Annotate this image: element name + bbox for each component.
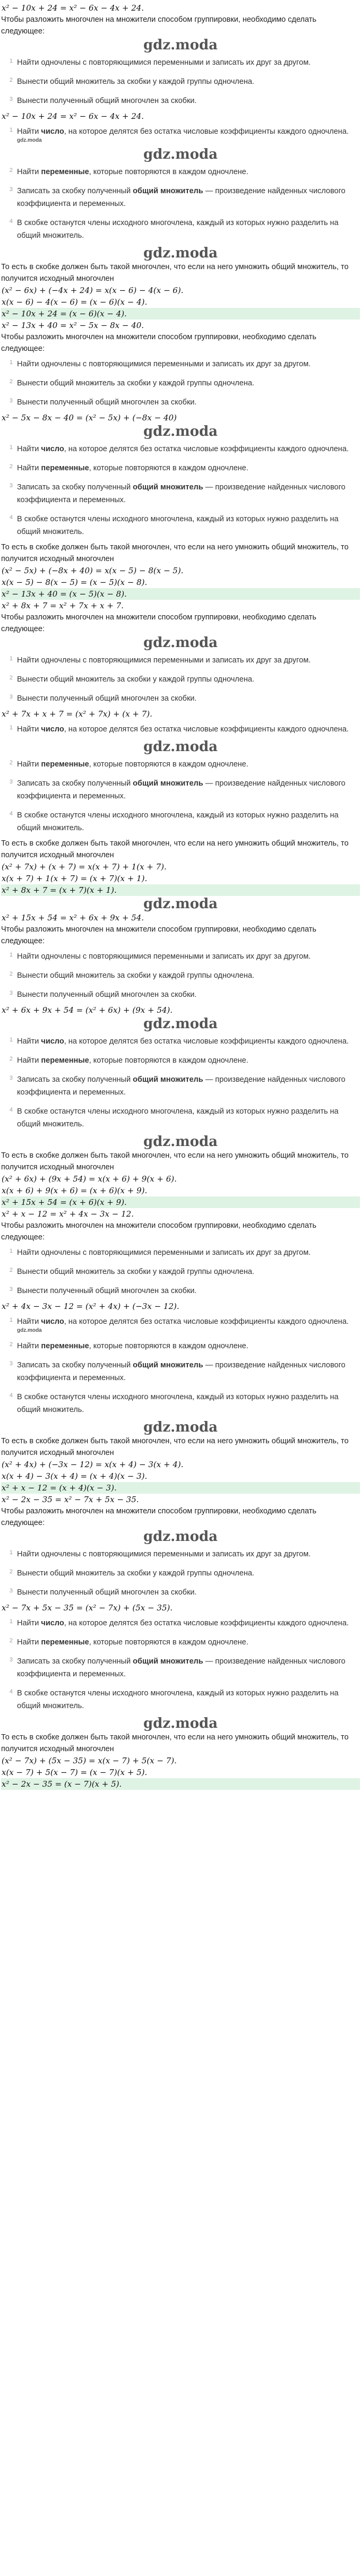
step-item: 1 Найти число, на которое делятся без остатка числовые коэффициенты каждого одночлена. — [9, 1037, 349, 1046]
final-answer: x² + x − 12 = (x + 4)(x − 3). — [1, 1482, 360, 1494]
step-item: 3 Записать за скобку полученный общий множитель — произведение найденных числового коэффициента и переменных. — [9, 483, 346, 504]
equation: (x² − 5x) + (−8x + 40) = x(x − 5) − 8(x − 5). — [2, 566, 184, 575]
step-item: 2 Вынести общий множитель за скобки у каждой группы одночлена. — [9, 378, 254, 387]
step-item: 2 Найти переменные, которые повторяются в каждом одночлене. — [9, 1638, 248, 1647]
step-item: 3 Записать за скобку полученный общий множитель — произведение найденных числового коэффициента и переменных. — [9, 1657, 346, 1678]
equation: x(x + 6) + 9(x + 6) = (x + 6)(x + 9). — [2, 1186, 148, 1195]
step-item: 4 В скобке останутся члены исходного многочлена, каждый из которых нужно разделить на общий множитель. — [9, 1392, 339, 1414]
equation: x² − 13x + 40 = x² − 5x − 8x − 40. — [2, 321, 144, 330]
step-item: 4 В скобке останутся члены исходного многочлена, каждый из которых нужно разделить на общий множитель. — [9, 1107, 339, 1128]
step-item: 1 Найти одночлены с повторяющимися переменными и записать их друг за другом. — [9, 58, 311, 67]
intro-text: Чтобы разложить многочлен на множители способом группировки, необходимо сделать следующее: — [1, 613, 316, 633]
step-item: 1 Найти одночлены с повторяющимися переменными и записать их друг за другом. — [9, 656, 311, 665]
equation: (x² − 6x) + (−4x + 24) = x(x − 6) − 4(x − 6). — [2, 286, 184, 295]
equation: x(x − 5) − 8(x − 5) = (x − 5)(x − 8). — [2, 578, 148, 587]
step-item: 1 Найти одночлены с повторяющимися переменными и записать их друг за другом. — [9, 1248, 311, 1257]
watermark: gdz.moda — [143, 147, 218, 162]
equation: x² + 15x + 54 = x² + 6x + 9x + 54. — [2, 913, 144, 923]
step-item: 2 Вынести общий множитель за скобки у каждой группы одночлена. — [9, 971, 254, 980]
watermark-small: gdz.moda — [17, 1328, 42, 1333]
bracket-note: То есть в скобке должен быть такой многочлен, что если на него умножить общий множитель, то получится исходный многочлен — [1, 839, 349, 859]
step-item: 2 Вынести общий множитель за скобки у каждой группы одночлена. — [9, 77, 254, 86]
step-item: 2 Найти переменные, которые повторяются в каждом одночлене. — [9, 167, 248, 176]
intro-text: Чтобы разложить многочлен на множители способом группировки, необходимо сделать следующее: — [1, 925, 316, 945]
bracket-note: То есть в скобке должен быть такой многочлен, что если на него умножить общий множитель, то получится исходный многочлен — [1, 1733, 349, 1753]
watermark: gdz.moda — [143, 245, 218, 261]
step-item: 4 В скобке останутся члены исходного многочлена, каждый из которых нужно разделить на общий множитель. — [9, 1688, 339, 1710]
equation: x² − 10x + 24 = x² − 6x − 4x + 24. — [2, 111, 144, 121]
step-item: 3 Вынести полученный общий многочлен за скобки. — [9, 694, 197, 703]
bracket-note: То есть в скобке должен быть такой многочлен, что если на него умножить общий множитель, то получится исходный многочлен — [1, 263, 349, 283]
final-answer: x² + 15x + 54 = (x + 6)(x + 9). — [1, 1196, 360, 1208]
watermark: gdz.moda — [143, 739, 218, 755]
step-item: 3 Записать за скобку полученный общий множитель — произведение найденных числового коэффициента и переменных. — [9, 1360, 346, 1382]
step-item: 1 Найти одночлены с повторяющимися переменными и записать их друг за другом. — [9, 1549, 311, 1558]
step-item: 2 Найти переменные, которые повторяются в каждом одночлене. — [9, 1341, 248, 1350]
equation: x² − 2x − 35 = x² − 7x + 5x − 35. — [2, 1495, 139, 1504]
equation: x² + x − 12 = x² + 4x − 3x − 12. — [2, 1209, 134, 1219]
step-item: 2 Вынести общий множитель за скобки у каждой группы одночлена. — [9, 1569, 254, 1578]
step-item: 3 Записать за скобку полученный общий множитель — произведение найденных числового коэффициента и переменных. — [9, 1075, 346, 1097]
step-item: 3 Вынести полученный общий многочлен за скобки. — [9, 990, 197, 999]
step-item: 1 Найти одночлены с повторяющимися переменными и записать их друг за другом. — [9, 952, 311, 961]
step-item: 3 Вынести полученный общий многочлен за скобки. — [9, 96, 197, 105]
step-item: 3 Вынести полученный общий многочлен за скобки. — [9, 1588, 197, 1597]
step-item: 2 Найти переменные, которые повторяются в каждом одночлене. — [9, 463, 248, 472]
equation: (x² + 6x) + (9x + 54) = x(x + 6) + 9(x + 6). — [2, 1174, 177, 1184]
watermark-small: gdz.moda — [17, 137, 42, 143]
equation: x² − 7x + 5x − 35 = (x² − 7x) + (5x − 35). — [2, 1603, 173, 1613]
step-item: 1 Найти число, на которое делятся без остатка числовые коэффициенты каждого одночлена. gdz.moda — [1, 1312, 360, 1337]
watermark: gdz.moda — [143, 1134, 218, 1150]
equation: (x² + 4x) + (−3x − 12) = x(x + 4) − 3(x + 4). — [2, 1460, 184, 1469]
equation: x² + 4x − 3x − 12 = (x² + 4x) + (−3x − 12). — [2, 1302, 179, 1311]
step-item: 1 Найти число, на которое делятся без остатка числовые коэффициенты каждого одночлена. — [9, 1618, 349, 1627]
step-item: 3 Вынести полученный общий многочлен за скобки. — [9, 1286, 197, 1295]
watermark: gdz.moda — [143, 635, 218, 651]
equation: x² + 8x + 7 = x² + 7x + x + 7. — [2, 601, 124, 610]
equation: x(x − 7) + 5(x − 7) = (x − 7)(x + 5). — [2, 1768, 148, 1777]
intro-text: Чтобы разложить многочлен на множители способом группировки, необходимо сделать следующее: — [1, 333, 316, 353]
equation: x(x + 4) − 3(x + 4) = (x + 4)(x − 3). — [2, 1471, 148, 1481]
step-item: 3 Вынести полученный общий многочлен за скобки. — [9, 398, 197, 407]
bracket-note: То есть в скобке должен быть такой многочлен, что если на него умножить общий множитель, то получится исходный многочлен — [1, 1151, 349, 1171]
equation: x² + 6x + 9x + 54 = (x² + 6x) + (9x + 54). — [2, 1005, 173, 1015]
equation: x(x + 7) + 1(x + 7) = (x + 7)(x + 1). — [2, 874, 148, 883]
watermark: gdz.moda — [143, 1529, 218, 1545]
step-item: 2 Вынести общий множитель за скобки у каждой группы одночлена. — [9, 675, 254, 684]
intro-text: Чтобы разложить многочлен на множители способом группировки, необходимо сделать следующее: — [1, 15, 316, 36]
bracket-note: То есть в скобке должен быть такой многочлен, что если на него умножить общий множитель, то получится исходный многочлен — [1, 543, 349, 563]
step-item: 2 Найти переменные, которые повторяются в каждом одночлене. — [9, 760, 248, 769]
watermark: gdz.moda — [143, 1716, 218, 1731]
watermark: gdz.moda — [143, 896, 218, 912]
bracket-note: То есть в скобке должен быть такой многочлен, что если на него умножить общий множитель, то получится исходный многочлен — [1, 1437, 349, 1457]
step-item: 4 В скобке останутся члены исходного многочлена, каждый из которых нужно разделить на общий множитель. — [9, 514, 339, 536]
watermark: gdz.moda — [143, 37, 218, 53]
final-answer: x² − 10x + 24 = (x − 6)(x − 4). — [1, 308, 360, 320]
step-item: 2 Вынести общий множитель за скобки у каждой группы одночлена. — [9, 1267, 254, 1276]
final-answer: x² − 2x − 35 = (x − 7)(x + 5). — [1, 1778, 360, 1790]
intro-text: Чтобы разложить многочлен на множители способом группировки, необходимо сделать следующее: — [1, 1221, 316, 1242]
equation: x(x − 6) − 4(x − 6) = (x − 6)(x − 4). — [2, 297, 148, 307]
equation: x² − 5x − 8x − 40 = (x² − 5x) + (−8x − 40) — [2, 413, 177, 423]
equation: (x² + 7x) + (x + 7) = x(x + 7) + 1(x + 7). — [2, 862, 167, 872]
step-item: 3 Записать за скобку полученный общий множитель — произведение найденных числового коэффициента и переменных. — [9, 186, 346, 208]
equation: x² − 10x + 24 = x² − 6x − 4x + 24. — [2, 3, 144, 13]
step-item: 1 Найти число, на которое делятся без остатка числовые коэффициенты каждого одночлена. gdz.moda — [1, 122, 360, 147]
step-item: 1 Найти число, на которое делятся без остатка числовые коэффициенты каждого одночлена. — [9, 725, 349, 734]
step-item: 3 Записать за скобку полученный общий множитель — произведение найденных числового коэффициента и переменных. — [9, 779, 346, 800]
watermark: gdz.moda — [143, 1016, 218, 1032]
intro-text: Чтобы разложить многочлен на множители способом группировки, необходимо сделать следующее: — [1, 1507, 316, 1527]
final-answer: x² − 13x + 40 = (x − 5)(x − 8). — [1, 588, 360, 600]
step-item: 4 В скобке останутся члены исходного многочлена, каждый из которых нужно разделить на общий множитель. — [9, 811, 339, 832]
equation: (x² − 7x) + (5x − 35) = x(x − 7) + 5(x − 7). — [2, 1756, 177, 1765]
step-item: 1 Найти число, на которое делятся без остатка числовые коэффициенты каждого одночлена. — [9, 444, 349, 453]
step-item: 4 В скобке останутся члены исходного многочлена, каждый из которых нужно разделить на общий множитель. — [9, 218, 339, 240]
step-item: 1 Найти одночлены с повторяющимися переменными и записать их друг за другом. — [9, 359, 311, 368]
equation: x² + 7x + x + 7 = (x² + 7x) + (x + 7). — [2, 709, 152, 719]
step-item: 2 Найти переменные, которые повторяются в каждом одночлене. — [9, 1056, 248, 1065]
watermark: gdz.moda — [143, 1419, 218, 1435]
watermark: gdz.moda — [143, 424, 218, 440]
final-answer: x² + 8x + 7 = (x + 7)(x + 1). — [1, 884, 360, 896]
